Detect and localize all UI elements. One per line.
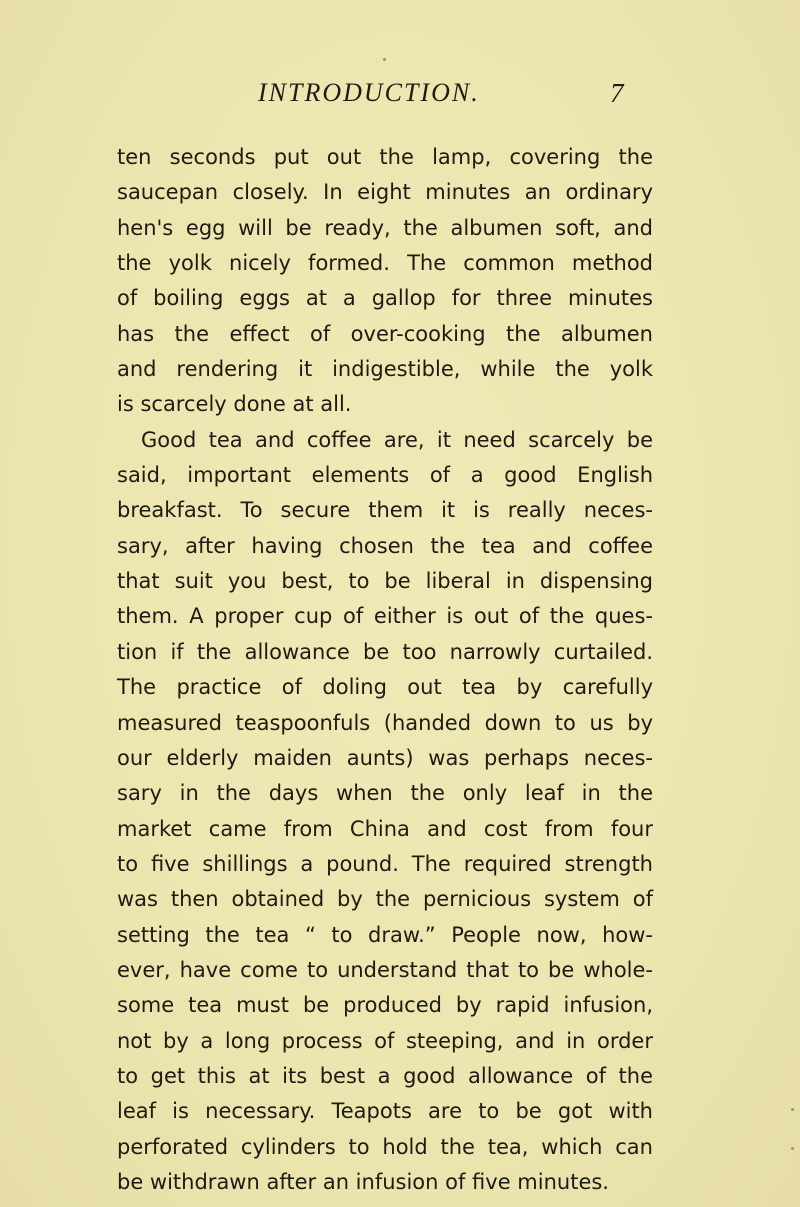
- text-line: that suit you best, to be liberal in dispensing: [117, 569, 653, 594]
- text-line: breakfast. To secure them it is really neces-: [117, 498, 653, 523]
- text-line: The practice of doling out tea by carefully: [117, 675, 653, 700]
- text-line: leaf is necessary. Teapots are to be got with: [117, 1099, 653, 1124]
- text-line: has the effect of over-cooking the albumen: [117, 321, 653, 346]
- text-line: saucepan closely. In eight minutes an ordinary: [117, 180, 653, 205]
- text-line: ten seconds put out the lamp, covering the: [117, 145, 653, 169]
- text-line: tion if the allowance be too narrowly curtailed.: [117, 639, 653, 664]
- text-line: of boiling eggs at a gallop for three minutes: [117, 286, 653, 311]
- text-line: measured teaspoonfuls (handed down to us by: [117, 710, 653, 735]
- paper-speck: [383, 58, 386, 61]
- text-line: them. A proper cup of either is out of the ques-: [117, 604, 653, 629]
- text-line: sary, after having chosen the tea and coffee: [117, 533, 653, 558]
- paper-speck: [791, 1147, 794, 1150]
- text-line: is scarcely done at all.: [117, 392, 352, 417]
- text-line: the yolk nicely formed. The common method: [117, 251, 653, 276]
- text-line: market came from China and cost from four: [117, 816, 653, 841]
- running-title: INTRODUCTION.: [258, 78, 480, 107]
- page-number: 7: [610, 78, 624, 108]
- text-line: sary in the days when the only leaf in the: [117, 781, 653, 806]
- text-line: some tea must be produced by rapid infusion,: [117, 993, 653, 1018]
- text-line: to get this at its best a good allowance of the: [117, 1063, 653, 1088]
- text-line: setting the tea “ to draw.” People now, how-: [117, 922, 653, 947]
- text-line: ever, have come to understand that to be whole-: [117, 957, 653, 982]
- text-line: be withdrawn after an infusion of five minutes.: [117, 1169, 609, 1194]
- text-line: perforated cylinders to hold the tea, which can: [117, 1134, 653, 1159]
- body-text: [117, 140, 653, 1200]
- text-line: hen's egg will be ready, the albumen soft, and: [117, 215, 653, 240]
- text-line: Good tea and coffee are, it need scarcely be: [141, 427, 653, 452]
- text-line: our elderly maiden aunts) was perhaps neces-: [117, 745, 653, 770]
- running-header: [0, 58, 800, 106]
- text-line: to five shillings a pound. The required strength: [117, 851, 653, 876]
- text-line: and rendering it indigestible, while the yolk: [117, 357, 653, 382]
- text-line: not by a long process of steeping, and in order: [117, 1028, 653, 1053]
- paper-speck: [791, 1108, 794, 1111]
- text-line: said, important elements of a good English: [117, 463, 653, 488]
- text-line: was then obtained by the pernicious system of: [117, 887, 653, 912]
